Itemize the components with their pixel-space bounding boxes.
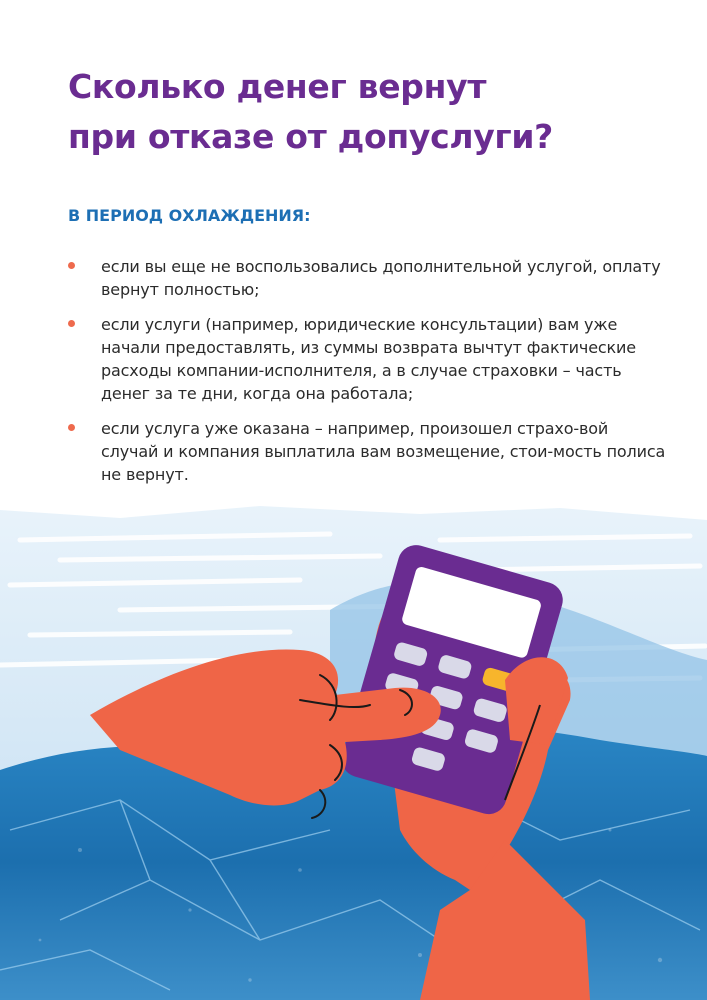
- section-subtitle: В ПЕРИОД ОХЛАЖДЕНИЯ:: [68, 206, 311, 225]
- list-item: [68, 417, 668, 486]
- page-title: [68, 62, 668, 162]
- hands-calculator-illustration: [0, 500, 707, 1000]
- list-item: [68, 255, 668, 301]
- list-item-text: если услуги (например, юридические консультации) вам уже начали предоставлять, из суммы возврата вычтут фактические расходы компании-исполнителя, а в случае страховки – часть денег за те дни, когда она работала;: [101, 315, 636, 403]
- list-item: [68, 313, 668, 405]
- bullet-dot-icon: [68, 262, 75, 269]
- page-title-line-1: Сколько денег вернут: [68, 67, 487, 106]
- page-title-line-2: при отказе от допуслуги?: [68, 117, 554, 156]
- list-item-text: если вы еще не воспользовались дополнительной услугой, оплату вернут полностью;: [101, 257, 661, 299]
- bullet-dot-icon: [68, 424, 75, 431]
- list-item-text: если услуга уже оказана – например, произошел страхо-вой случай и компания выплатила вам возмещение, стои-мость полиса не вернут.: [101, 419, 666, 484]
- bullet-dot-icon: [68, 320, 75, 327]
- bullet-list: [68, 255, 668, 498]
